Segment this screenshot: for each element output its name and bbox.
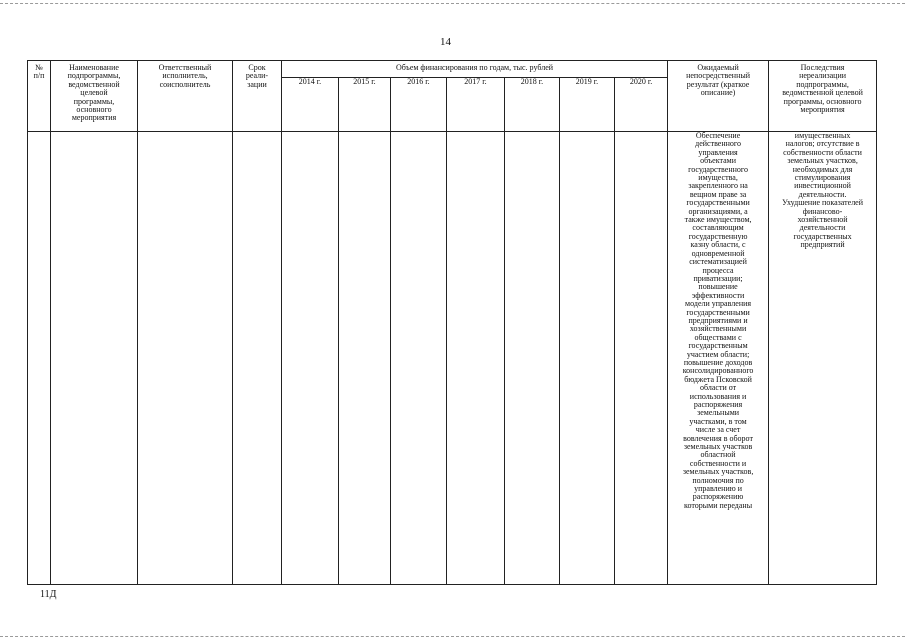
header-year-2015: 2015 г. (339, 78, 391, 132)
program-table (27, 60, 877, 585)
cell-2014 (282, 132, 339, 585)
header-year-2017: 2017 г. (447, 78, 505, 132)
header-name: Наименование подпрограммы, ведомственной целевой программы, основного мероприятия (51, 61, 138, 132)
cell-2015 (339, 132, 391, 585)
table-row (28, 132, 877, 585)
cell-name (51, 132, 138, 585)
cell-2017 (447, 132, 505, 585)
scan-edge-bottom (0, 636, 905, 637)
header-year-2019: 2019 г. (560, 78, 615, 132)
page-number: 14 (440, 36, 451, 48)
cell-consequences: имущественных налогов; отсутствие в собственности области земельных участков, необходимых для стимулирования инвестиционной деятельности. Ухудшение показателей финансово- хозяйственной деятельности государственных предприятий (769, 132, 877, 585)
header-expected-result: Ожидаемый непосредственный результат (краткое описание) (668, 61, 769, 132)
header-responsible: Ответственный исполнитель, соисполнитель (138, 61, 233, 132)
cell-term (233, 132, 282, 585)
cell-2019 (560, 132, 615, 585)
header-year-2016: 2016 г. (391, 78, 447, 132)
cell-2020 (615, 132, 668, 585)
cell-expected-result: Обеспечение действенного управления объектами государственного имущества, закрепленного на вещном праве за государственными организациями, а также имуществом, составляющим государственную казну области, с одновременной систематизацией процесса приватизации; повышение эффективности модели управления государственными предприятиями и хозяйственными обществами с государственным участием области; повышение доходов консолидированного бюджета Псковской области от использования и распоряжения земельными участками, в том числе за счет вовлечения в оборот земельных участков областной собственности и земельных участков, полномочия по управлению и распоряжению которыми переданы (668, 132, 769, 585)
cell-2018 (505, 132, 560, 585)
footer-code: 11Д (40, 589, 57, 600)
cell-num (28, 132, 51, 585)
header-term: Срок реали- зации (233, 61, 282, 132)
header-year-2018: 2018 г. (505, 78, 560, 132)
header-year-2014: 2014 г. (282, 78, 339, 132)
header-funding: Объем финансирования по годам, тыс. рублей (282, 61, 668, 78)
header-consequences: Последствия нереализации подпрограммы, ведомственной целевой программы, основного мероприятия (769, 61, 877, 132)
header-year-2020: 2020 г. (615, 78, 668, 132)
scan-edge-top (0, 3, 905, 4)
cell-2016 (391, 132, 447, 585)
header-num: № п/п (28, 61, 51, 132)
cell-responsible (138, 132, 233, 585)
